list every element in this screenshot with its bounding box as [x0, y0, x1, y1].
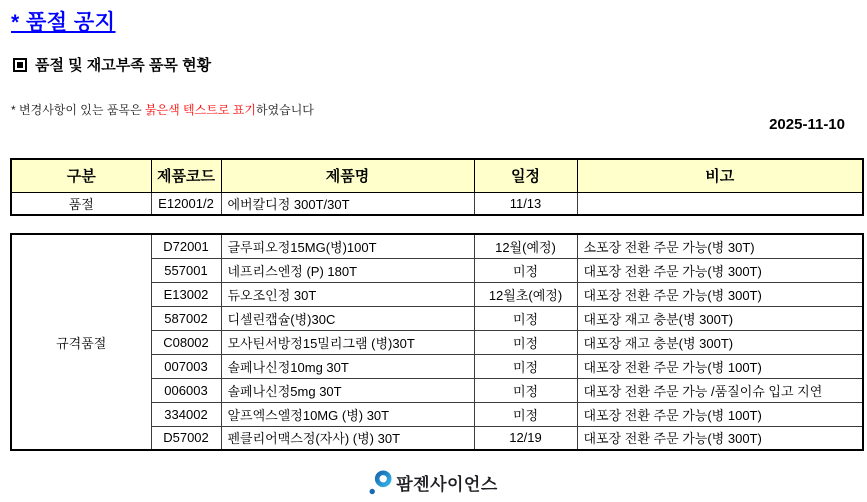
schedule-cell: 11/13	[474, 192, 577, 215]
pharmgen-logo-icon	[369, 469, 393, 496]
column-header-code: 제품코드	[151, 159, 221, 192]
company-name: 팜젠사이언스	[396, 475, 498, 494]
note-red-text: 붉은색 텍스트로 표기	[144, 103, 256, 117]
table-row	[11, 234, 863, 258]
product-code-cell: 334002	[151, 402, 221, 426]
filled-square-icon	[13, 58, 27, 72]
remark-cell: 대포장 전환 주문 가능(병 300T)	[577, 282, 863, 306]
category-cell: 규격품절	[11, 234, 151, 450]
stockout-table-body	[11, 192, 863, 215]
remark-cell: 대포장 재고 충분(병 300T)	[577, 330, 863, 354]
stockout-table-header	[11, 159, 863, 192]
schedule-cell: 12월(예정)	[474, 234, 577, 258]
schedule-cell: 미정	[474, 354, 577, 378]
remark-cell: 대포장 전환 주문 가능(병 300T)	[577, 426, 863, 450]
remark-cell	[577, 192, 863, 215]
note-prefix: * 변경사항이 있는 품목은	[11, 103, 145, 117]
product-name-cell: 듀오조인정 30T	[221, 282, 474, 306]
note-suffix: 하였습니다	[255, 103, 314, 117]
product-code-cell: E12001/2	[151, 192, 221, 215]
remark-cell: 대포장 재고 충분(병 300T)	[577, 306, 863, 330]
schedule-cell: 미정	[474, 378, 577, 402]
remark-cell: 대포장 전환 주문 가능(병 100T)	[577, 402, 863, 426]
product-name-cell: 에버칼디정 300T/30T	[221, 192, 474, 215]
table-row	[11, 192, 863, 215]
schedule-cell: 미정	[474, 402, 577, 426]
product-code-cell: D57002	[151, 426, 221, 450]
column-header-name: 제품명	[221, 159, 474, 192]
remark-cell: 대포장 전환 주문 가능(병 300T)	[577, 258, 863, 282]
document-date: 2025-11-10	[769, 116, 845, 133]
schedule-cell: 12월초(예정)	[474, 282, 577, 306]
product-name-cell: 모사틴서방정15밀리그램 (병)30T	[221, 330, 474, 354]
spec-stockout-table-body	[11, 234, 863, 450]
product-name-cell: 솔페나신정10mg 30T	[221, 354, 474, 378]
product-code-cell: 557001	[151, 258, 221, 282]
product-code-cell: 587002	[151, 306, 221, 330]
schedule-cell: 미정	[474, 306, 577, 330]
column-header-category: 구분	[11, 159, 151, 192]
product-code-cell: D72001	[151, 234, 221, 258]
remark-cell: 소포장 전환 주문 가능(병 30T)	[577, 234, 863, 258]
product-code-cell: 006003	[151, 378, 221, 402]
schedule-cell: 12/19	[474, 426, 577, 450]
remark-cell: 대포장 전환 주문 가능(병 100T)	[577, 354, 863, 378]
product-name-cell: 펜클리어맥스정(자사) (병) 30T	[221, 426, 474, 450]
column-header-schedule: 일정	[474, 159, 577, 192]
section-heading	[13, 54, 211, 75]
schedule-cell: 미정	[474, 330, 577, 354]
schedule-cell: 미정	[474, 258, 577, 282]
column-header-remark: 비고	[577, 159, 863, 192]
product-code-cell: E13002	[151, 282, 221, 306]
section-heading-label: 품절 및 재고부족 품목 현황	[35, 57, 212, 74]
spec-stockout-table	[10, 233, 864, 451]
stockout-table	[10, 158, 864, 216]
company-footer	[0, 469, 867, 496]
product-code-cell: 007003	[151, 354, 221, 378]
change-note	[11, 101, 314, 118]
remark-cell: 대포장 전환 주문 가능 /품질이슈 입고 지연	[577, 378, 863, 402]
page-title: * 품절 공지	[11, 11, 116, 34]
product-name-cell: 솔페나신정5mg 30T	[221, 378, 474, 402]
product-name-cell: 네프리스엔정 (P) 180T	[221, 258, 474, 282]
product-name-cell: 글루피오정15MG(병)100T	[221, 234, 474, 258]
category-cell: 품절	[11, 192, 151, 215]
product-name-cell: 알프엑스엘정10MG (병) 30T	[221, 402, 474, 426]
product-code-cell: C08002	[151, 330, 221, 354]
product-name-cell: 디셀린캡슐(병)30C	[221, 306, 474, 330]
